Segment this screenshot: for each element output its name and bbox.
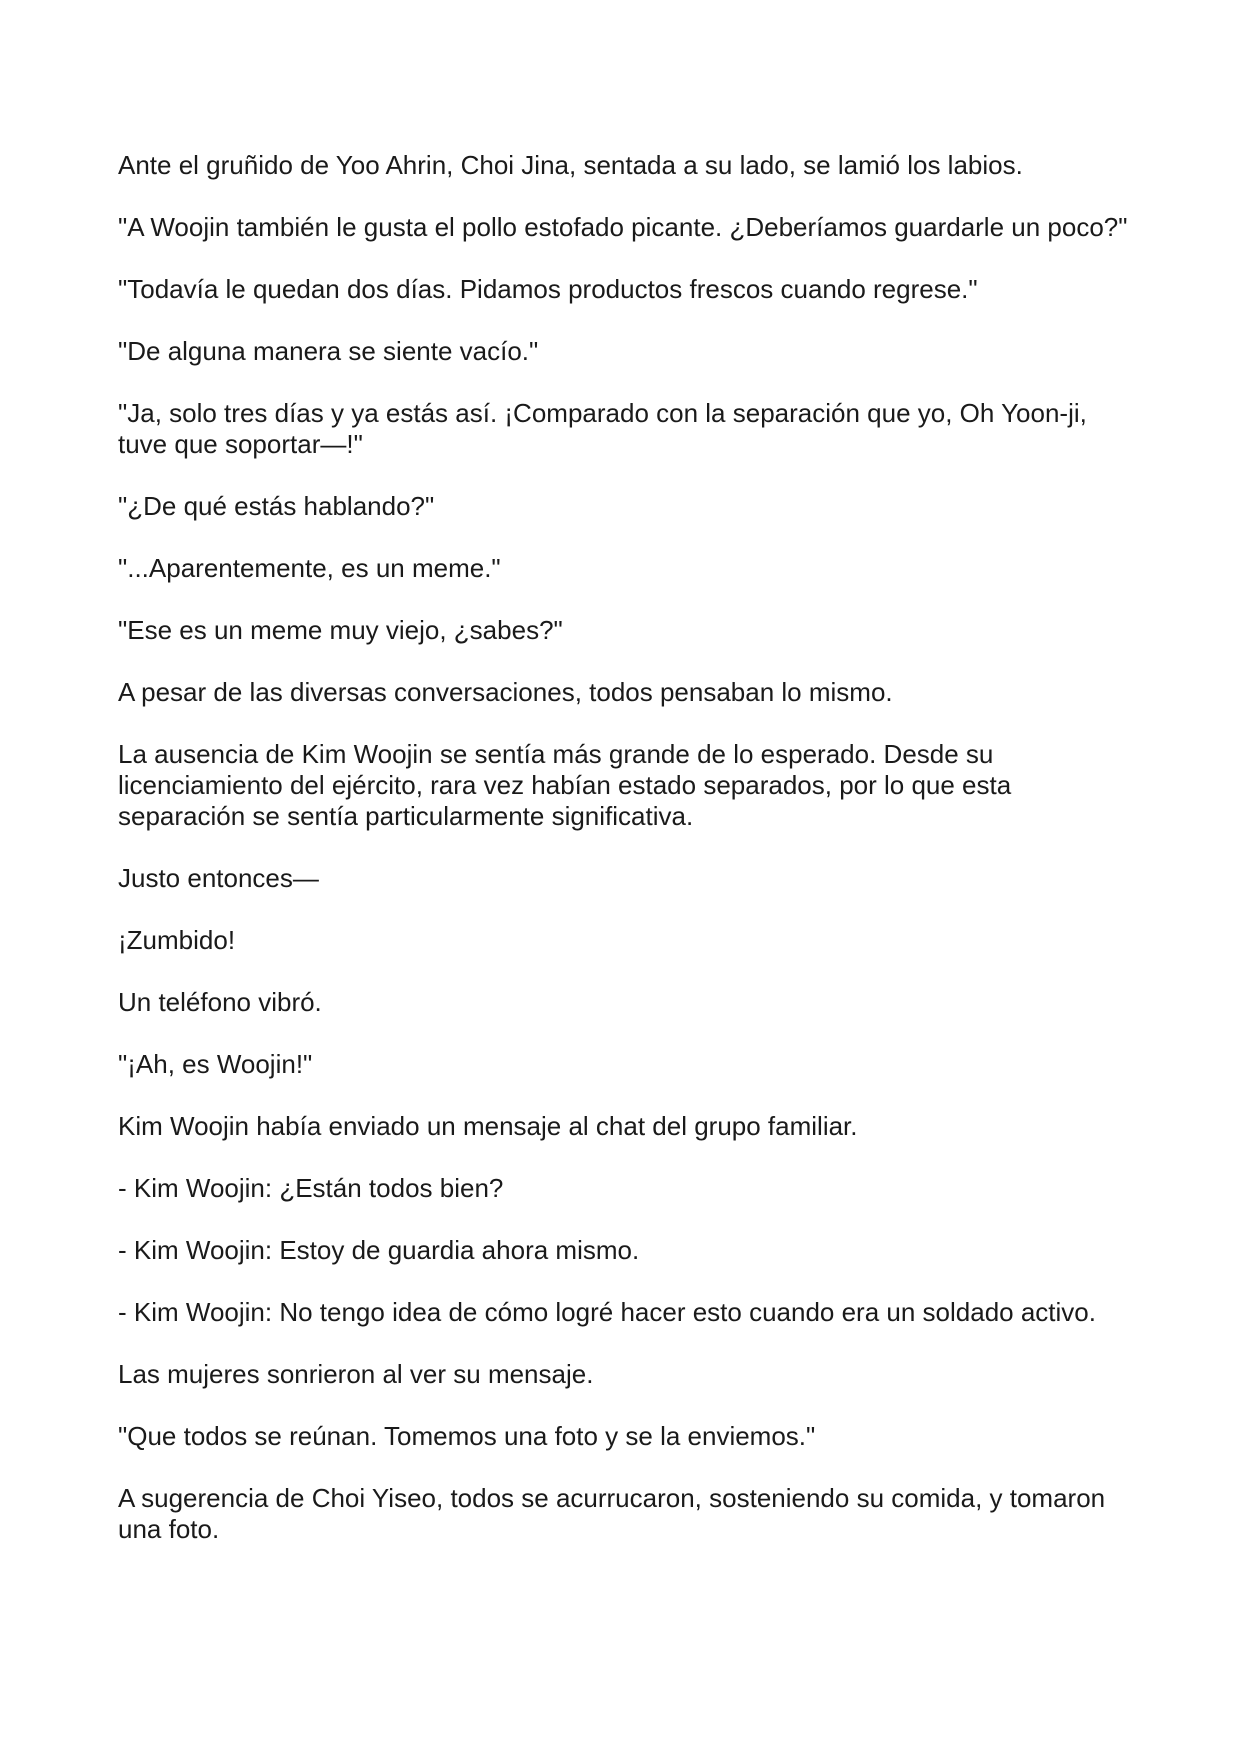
paragraph: Un teléfono vibró. — [118, 987, 322, 1017]
paragraph: Las mujeres sonrieron al ver su mensaje. — [118, 1359, 594, 1389]
paragraph: "¡Ah, es Woojin!" — [118, 1049, 313, 1079]
paragraph: A pesar de las diversas conversaciones, todos pensaban lo mismo. — [118, 677, 893, 707]
chat-message: - Kim Woojin: Estoy de guardia ahora mismo. — [118, 1235, 640, 1265]
paragraph: "...Aparentemente, es un meme." — [118, 553, 501, 583]
paragraph: Justo entonces— — [118, 863, 319, 893]
paragraph: "Ese es un meme muy viejo, ¿sabes?" — [118, 615, 563, 645]
paragraph: "A Woojin también le gusta el pollo estofado picante. ¿Deberíamos guardarle un poco?" — [118, 212, 1128, 242]
paragraph: "Ja, solo tres días y ya estás así. ¡Comparado con la separación que yo, Oh Yoon-ji, tuve que soportar—!" — [118, 398, 1087, 459]
paragraph: "Todavía le quedan dos días. Pidamos productos frescos cuando regrese." — [118, 274, 978, 304]
paragraph: Kim Woojin había enviado un mensaje al chat del grupo familiar. — [118, 1111, 858, 1141]
paragraph: "Que todos se reúnan. Tomemos una foto y se la enviemos." — [118, 1421, 816, 1451]
paragraph: "De alguna manera se siente vacío." — [118, 336, 539, 366]
paragraph: ¡Zumbido! — [118, 925, 236, 955]
paragraph: "¿De qué estás hablando?" — [118, 491, 435, 521]
chat-message: - Kim Woojin: ¿Están todos bien? — [118, 1173, 504, 1203]
chat-message: - Kim Woojin: No tengo idea de cómo logré hacer esto cuando era un soldado activo. — [118, 1297, 1096, 1327]
paragraph: La ausencia de Kim Woojin se sentía más grande de lo esperado. Desde su licenciamiento del ejército, rara vez habían estado separados, por lo que esta separación se sentía particularmente significativa. — [118, 739, 1012, 831]
paragraph: A sugerencia de Choi Yiseo, todos se acurrucaron, sosteniendo su comida, y tomaron una foto. — [118, 1483, 1106, 1544]
paragraph: Ante el gruñido de Yoo Ahrin, Choi Jina, sentada a su lado, se lamió los labios. — [118, 150, 1023, 180]
document-body — [118, 150, 1128, 1576]
